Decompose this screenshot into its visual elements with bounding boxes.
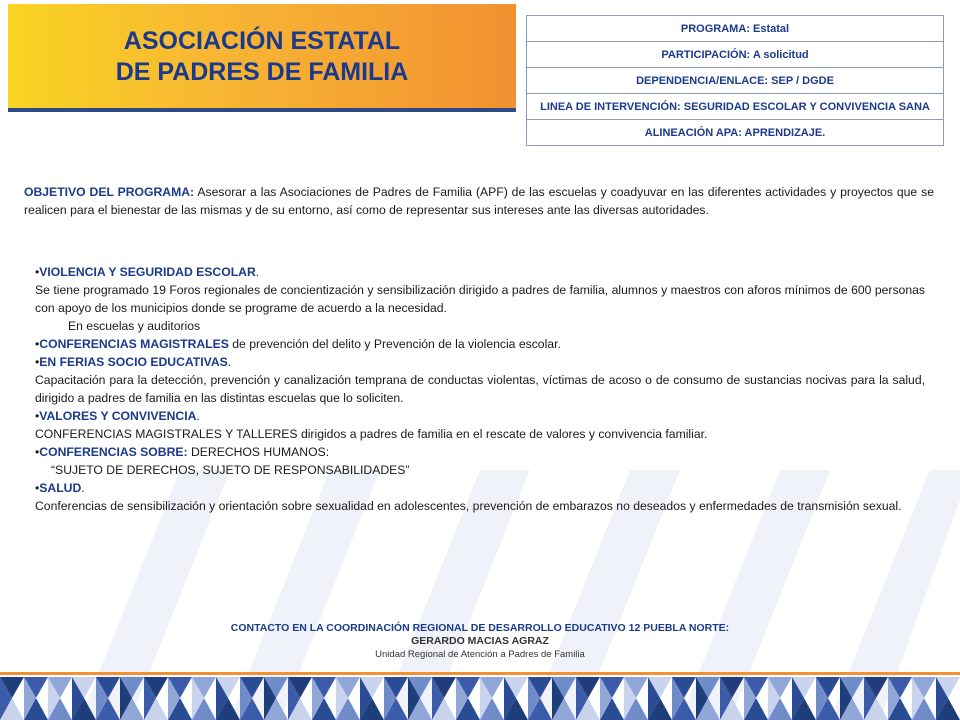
objective-text: Asesorar a las Asociaciones de Padres de Familia (APF) de las escuelas y coadyuvar en las diferentes actividades y proyectos que se realicen para el bienestar de las mismas y de su entorno, así como de representar sus intereses ante las diversas autoridades. <box>24 185 934 217</box>
program-content <box>35 263 925 515</box>
sobre-line: •CONFERENCIAS SOBRE: DERECHOS HUMANOS: <box>35 445 330 459</box>
info-participacion: PARTICIPACIÓN: A solicitud <box>527 42 943 68</box>
decorative-bottom-band <box>0 672 960 720</box>
info-dependencia: DEPENDENCIA/ENLACE: SEP / DGDE <box>527 68 943 94</box>
violencia-text: Se tiene programado 19 Foros regionales de concientización y sensibilización dirigido a padres de familia, alumnos y maestros con aforos mínimos de 600 personas con apoyo de los municipios donde se programe de acuerdo a la necesidad. <box>35 283 925 315</box>
violencia-heading: •VIOLENCIA Y SEGURIDAD ESCOLAR. <box>35 265 260 279</box>
salud-heading: •SALUD. <box>35 481 85 495</box>
ferias-title: EN FERIAS SOCIO EDUCATIVAS <box>39 355 228 369</box>
title-line-1: ASOCIACIÓN ESTATAL <box>123 27 401 55</box>
valores-title: VALORES Y CONVIVENCIA <box>39 409 197 423</box>
conferencias-line: •CONFERENCIAS MAGISTRALES de prevención del delito y Prevención de la violencia escolar. <box>35 337 561 351</box>
violencia-sub: En escuelas y auditorios <box>68 319 201 333</box>
violencia-title: VIOLENCIA Y SEGURIDAD ESCOLAR <box>39 265 256 279</box>
contact-unit: Unidad Regional de Atención a Padres de Familia <box>375 649 585 660</box>
contact-heading: CONTACTO EN LA COORDINACIÓN REGIONAL DE DESARROLLO EDUCATIVO 12 PUEBLA NORTE: <box>230 622 730 634</box>
info-linea-intervencion: LINEA DE INTERVENCIÓN: SEGURIDAD ESCOLAR Y CONVIVENCIA SANA <box>527 94 943 120</box>
sobre-sub: “SUJETO DE DERECHOS, SUJETO DE RESPONSABILIDADES” <box>51 463 410 477</box>
sobre-text: DERECHOS HUMANOS: <box>187 445 330 459</box>
objective-label: OBJETIVO DEL PROGRAMA: <box>24 185 195 199</box>
sobre-title: CONFERENCIAS SOBRE: <box>39 445 188 459</box>
ferias-text: Capacitación para la detección, prevención y canalización temprana de conductas violentas, víctimas de acoso o de consumo de sustancias nocivas para la salud, dirigido a padres de familia en las distintas escuelas que lo soliciten. <box>35 373 925 405</box>
valores-heading: •VALORES Y CONVIVENCIA. <box>35 409 200 423</box>
program-info-table <box>526 15 944 146</box>
info-programa: PROGRAMA: Estatal <box>527 16 943 42</box>
program-objective <box>24 183 934 219</box>
contact-footer <box>0 622 960 662</box>
page-title <box>8 26 516 88</box>
salud-title: SALUD <box>39 481 82 495</box>
valores-text: CONFERENCIAS MAGISTRALES Y TALLERES dirigidos a padres de familia en el rescate de valores y convivencia familiar. <box>35 427 708 441</box>
salud-text: Conferencias de sensibilización y orientación sobre sexualidad en adolescentes, prevención de embarazos no deseados y enfermedades de transmisión sexual. <box>35 499 902 513</box>
conferencias-title: CONFERENCIAS MAGISTRALES <box>39 337 229 351</box>
title-banner <box>8 4 516 108</box>
title-underline <box>8 108 516 112</box>
ferias-heading: •EN FERIAS SOCIO EDUCATIVAS. <box>35 355 232 369</box>
conferencias-text: de prevención del delito y Prevención de la violencia escolar. <box>228 337 561 351</box>
title-line-2: DE PADRES DE FAMILIA <box>115 58 409 86</box>
contact-name: GERARDO MACIAS AGRAZ <box>411 635 549 647</box>
info-alineacion: ALINEACIÓN APA: APRENDIZAJE. <box>644 126 826 139</box>
